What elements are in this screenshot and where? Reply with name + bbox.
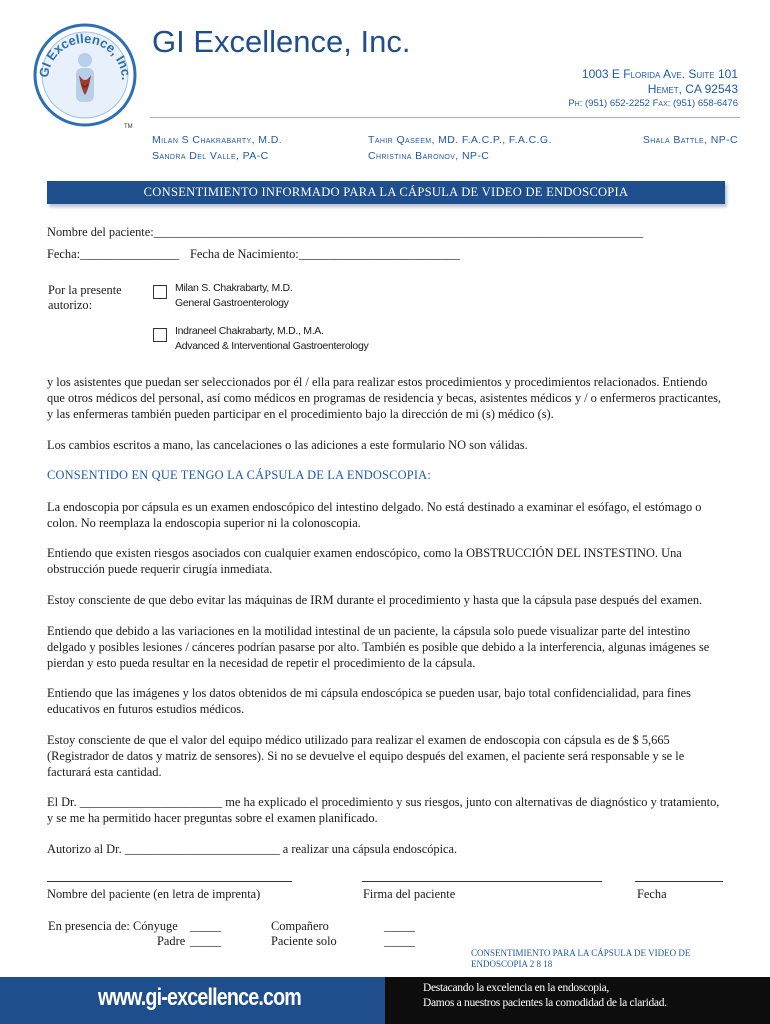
handwritten-notice: Los cambios escritos a mano, las cancelaciones o las adiciones a este formulario NO son válidas. xyxy=(47,438,528,452)
presence-spouse-label: En presencia de: Cónyuge xyxy=(48,919,178,933)
company-name: GI Excellence, Inc. xyxy=(152,24,411,59)
spouse-blank[interactable]: _____ xyxy=(190,919,221,933)
address-line-1: 1003 E Florida Ave. Suite 101 xyxy=(581,67,738,81)
paragraph-2: Entiendo que existen riesgos asociados con cualquier examen endoscópico, como la OBSTRUCCIÓN DEL INSTESTINO. Una obstrucción puede requerir cirugía inmediata. xyxy=(47,546,682,576)
partner-blank[interactable]: _____ xyxy=(384,919,415,933)
doctor2-checkbox[interactable] xyxy=(153,328,167,342)
doctor1-name: Milan S. Chakrabarty, M.D. xyxy=(175,282,293,294)
footer-tagline-1: Destacando la excelencia en la endoscopia, xyxy=(423,982,609,994)
date-field[interactable]: Fecha:________________ xyxy=(47,247,180,261)
authorize-label-2: autorizo: xyxy=(48,298,93,312)
alone-label: Paciente solo xyxy=(271,934,337,948)
signature-label: Firma del paciente xyxy=(363,887,456,901)
doctor-col2-line2: Christina Baronov, NP-C xyxy=(368,150,490,162)
phone-fax: Ph: (951) 652-2252 Fax: (951) 658-6476 xyxy=(568,98,738,109)
father-blank[interactable]: _____ xyxy=(190,934,221,948)
section-heading: CONSENTIDO EN QUE TENGO LA CÁPSULA DE LA ENDOSCOPIA: xyxy=(47,468,431,482)
authorize-label-1: Por la presente xyxy=(48,283,122,297)
doctor-col3-line1: Shala Battle, NP-C xyxy=(642,134,738,146)
doctor2-name: Indraneel Chakrabarty, M.D., M.A. xyxy=(175,325,324,337)
form-code xyxy=(471,948,690,970)
header-divider xyxy=(150,117,740,118)
printed-name-line[interactable] xyxy=(47,881,292,882)
alone-blank[interactable]: _____ xyxy=(384,934,415,948)
date-label: Fecha xyxy=(637,887,667,901)
form-title: CONSENTIMIENTO INFORMADO PARA LA CÁPSULA DE VIDEO DE ENDOSCOPIA xyxy=(47,181,725,204)
svg-text:GI Excellence, Inc.: GI Excellence, Inc. xyxy=(35,30,135,81)
doctor-col1-line1: Milan S Chakrabarty, M.D. xyxy=(152,134,283,146)
doctor-col2-line1: Tahir Qaseem, MD. F.A.C.P., F.A.C.G. xyxy=(368,134,552,146)
doctor1-checkbox[interactable] xyxy=(153,285,167,299)
footer-tagline-2: Damos a nuestros pacientes la comodidad de la claridad. xyxy=(423,997,667,1009)
partner-label: Compañero xyxy=(271,919,329,933)
printed-name-label: Nombre del paciente (en letra de imprenta) xyxy=(47,887,261,901)
paragraph-3: Estoy consciente de que debo evitar las máquinas de IRM durante el procedimiento y hasta que la cápsula pase después del examen. xyxy=(47,593,703,607)
doctor1-specialty: General Gastroenterology xyxy=(175,297,289,309)
signature-line[interactable] xyxy=(362,881,602,882)
paragraph-4: Entiendo que debido a las variaciones en la motilidad intestinal de un paciente, la cápsula solo puede visualizar parte del intestino delgado y posibles lesiones / cánceres podrían pasarse por alto. También es posible que debido a la interferencia, algunas imágenes se pierdan y esto pueda resultar en la necesidad de repetir el procedimiento de la cápsula. xyxy=(47,624,710,670)
patient-name-field[interactable]: Nombre del paciente:_______________________________________________________________________________ xyxy=(47,225,644,239)
date-line[interactable] xyxy=(635,881,723,882)
doctor-col1-line2: Sandra Del Valle, PA-C xyxy=(152,150,269,162)
paragraph-1: La endoscopia por cápsula es un examen endoscópico del intestino delgado. No está destinado a examinar el esófago, el estómago o colon. No reemplaza la endoscopia superior ni la colonoscopia. xyxy=(47,500,702,530)
form-code-line-2: ENDOSCOPIA 2 8 18 xyxy=(471,959,553,969)
website-link[interactable]: www.gi-excellence.com xyxy=(98,984,301,1011)
form-code-line-1: CONSENTIMIENTO PARA LA CÁPSULA DE VIDEO DE xyxy=(471,948,691,958)
paragraph-5: Entiendo que las imágenes y los datos obtenidos de mi cápsula endoscópica se pueden usar, bajo total confidencialidad, para fines educativos en futuros estudios médicos. xyxy=(47,686,691,716)
address-line-2: Hemet, CA 92543 xyxy=(647,82,738,96)
paragraph-7: El Dr. _______________________ me ha explicado el procedimiento y sus riesgos, junto con alternativas de diagnóstico y tratamiento, y se me ha permitido hacer preguntas sobre el examen planificado. xyxy=(47,795,720,825)
doctor2-specialty: Advanced & Interventional Gastroenterology xyxy=(175,340,369,352)
father-label: Padre xyxy=(157,934,186,948)
company-logo xyxy=(30,20,140,130)
paragraph-8: Autorizo al Dr. _________________________ a realizar una cápsula endoscópica. xyxy=(47,842,458,856)
svg-text:TM: TM xyxy=(124,124,133,130)
dob-field[interactable]: Fecha de Nacimiento:__________________________ xyxy=(190,247,460,261)
assistants-paragraph: y los asistentes que puedan ser seleccionados por él / ella para realizar estos procedimientos y procedimientos relacionados. Entiendo que otros médicos del personal, así como médicos en programas de residencia y becas, asistentes médicos y / o enfermeros practicantes, y las enfermeras también pueden participar en el procedimiento bajo la dirección de mi (s) médico (s). xyxy=(47,375,722,421)
paragraph-6: Estoy consciente de que el valor del equipo médico utilizado para realizar el examen de endoscopia con cápsula es de $ 5,665 (Registrador de datos y matriz de sensores). Si no se devuelve el equipo después del examen, el paciente será responsable y se le facturará esta cantidad. xyxy=(47,733,685,779)
